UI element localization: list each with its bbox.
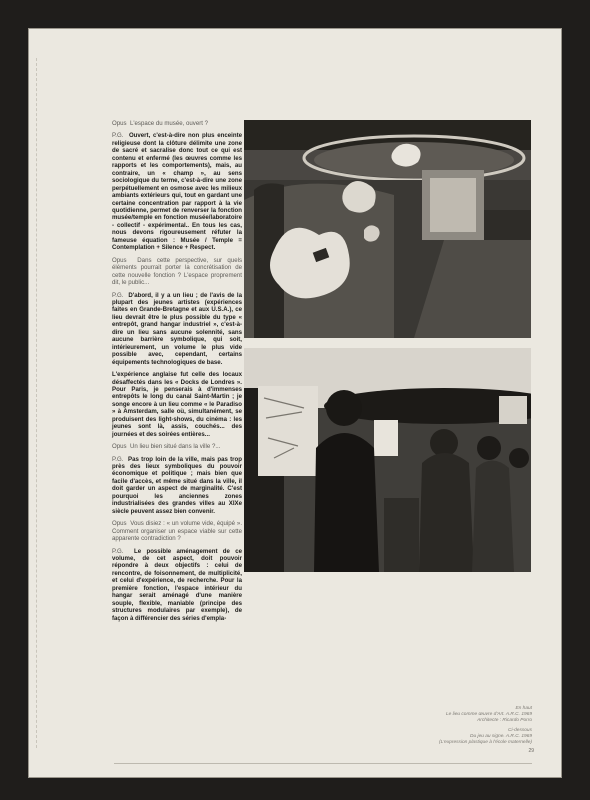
answer-text: Ouvert, c'est-à-dire non plus enceinte religieuse dont la clôture délimite une zone de sacré et sacralise donc tout ce qui est contenu et enfermé (les œuvres comme les rapports et les comportements), mais, au contraire, un « champ », au sens sociologique du terme, c'est-à-dire une zone perpétuellement en osmose avec les milieux ambiants extérieurs qui, tout en gardant une certaine concentration par rapport à la vie quotidienne, permet de renverser la fonction musée/temple en fonction musée/laboratoire - collectif - expérimental.. En tous les cas, nous devons rigoureusement réfuter la fameuse équation : Musée / Temple = Contemplation + Silence + Respect.	[112, 132, 243, 252]
question-text: L'espace du musée, ouvert ?	[129, 120, 209, 127]
caption-line: (L'expression plastique à l'école maternelle)	[438, 740, 532, 745]
caption-line: Du jeu au signe. A.R.C. 1969	[470, 734, 532, 739]
paragraph	[112, 443, 242, 450]
answer-text: L'expérience anglaise fut celle des locaux désaffectés dans les « Docks de Londres ». Pour Paris, je penserais à d'immenses entrepôts le long du canal Saint-Martin ; je songe encore à un lieu comme « le Paradiso » à Amsterdam, salle où, simultanément, se produisent des light-shows, du cinéma : les jeunes sont là, assis, couchés... des journées et des soirées entières...	[112, 371, 242, 438]
paragraph	[112, 257, 242, 287]
paragraph	[112, 548, 242, 623]
photo-captions	[272, 706, 532, 750]
binding-edge	[36, 58, 41, 748]
speaker-label: P.G.	[112, 291, 124, 299]
speaker-label: P.G.	[112, 132, 124, 140]
caption-top	[272, 706, 532, 724]
answer-text: Le possible aménagement de ce volume, de cet aspect, doit pouvoir répondre à deux objectifs : celui de rencontre, de foisonnement, de multiplicité, et celui d'expérience, de recherche. Pour la première fonction, l'espace intérieur du hangar serait aménagé d'une manière souple, flexible, maniable (principe des structures modulaires par exemple), de façon à différencier des séries d'empla-	[112, 547, 242, 622]
answer-text: Pas trop loin de la ville, mais pas trop près des lieux symboliques du pouvoir économique et politique ; mais bien que facile d'accès, et même situé dans la ville, il doit garder un aspect de marginalité. C'est pourquoi les anciennes zones industrialisées des grandes villes au XIXe siècle peuvent assez bien convenir.	[112, 455, 242, 515]
speaker-label: Opus	[112, 256, 127, 264]
answer-text: D'abord, il y a un lieu ; de l'avis de la plupart des jeunes artistes (expériences faites en Grande-Bretagne et aux U.S.A.), ce lieu devrait être le plus possible du type « entrepôt, grand hangar industriel », c'est-à-dire un lieu sans aucune solennité, sans aucune barrière symbolique, qui soit, intérieurement, un volume le plus vide possible avec, cependant, certains équipements technologiques de base.	[112, 291, 243, 366]
paragraph	[112, 292, 242, 367]
speaker-label: P.G.	[112, 455, 124, 463]
question-text: Un lieu bien situé dans la ville ?...	[129, 443, 221, 451]
question-text: Vous disiez : « un volume vide, équipé ». Comment organiser un espace viable sur cette apparente contradiction ?	[112, 520, 243, 543]
caption-line: Architecte : Ricardo Porro	[477, 718, 532, 723]
paragraph	[112, 371, 242, 438]
paragraph	[112, 456, 242, 516]
paragraph	[112, 520, 242, 542]
question-text: Dans cette perspective, sur quels éléments pourrait porter la concrétisation de cette nouvelle fonction ? L'espace proprement dit, le public...	[112, 256, 242, 287]
interview-column	[112, 120, 242, 627]
footer-rule	[114, 763, 532, 764]
photo-children-drawing	[244, 348, 531, 572]
speaker-label: Opus	[112, 120, 127, 127]
magazine-page	[28, 28, 562, 778]
paragraph	[112, 132, 242, 251]
caption-bottom	[272, 728, 532, 746]
speaker-label: P.G.	[112, 547, 124, 555]
paragraph	[112, 120, 242, 127]
caption-line: Ci-dessous	[508, 728, 532, 733]
caption-line: En haut	[515, 706, 532, 711]
caption-line: Le lieu comme œuvre d'Art. A.R.C. 1969	[445, 712, 532, 717]
photo-museum-interior	[244, 120, 531, 338]
page-number: 29	[528, 748, 534, 754]
speaker-label: Opus	[112, 520, 127, 528]
speaker-label: Opus	[112, 443, 127, 451]
